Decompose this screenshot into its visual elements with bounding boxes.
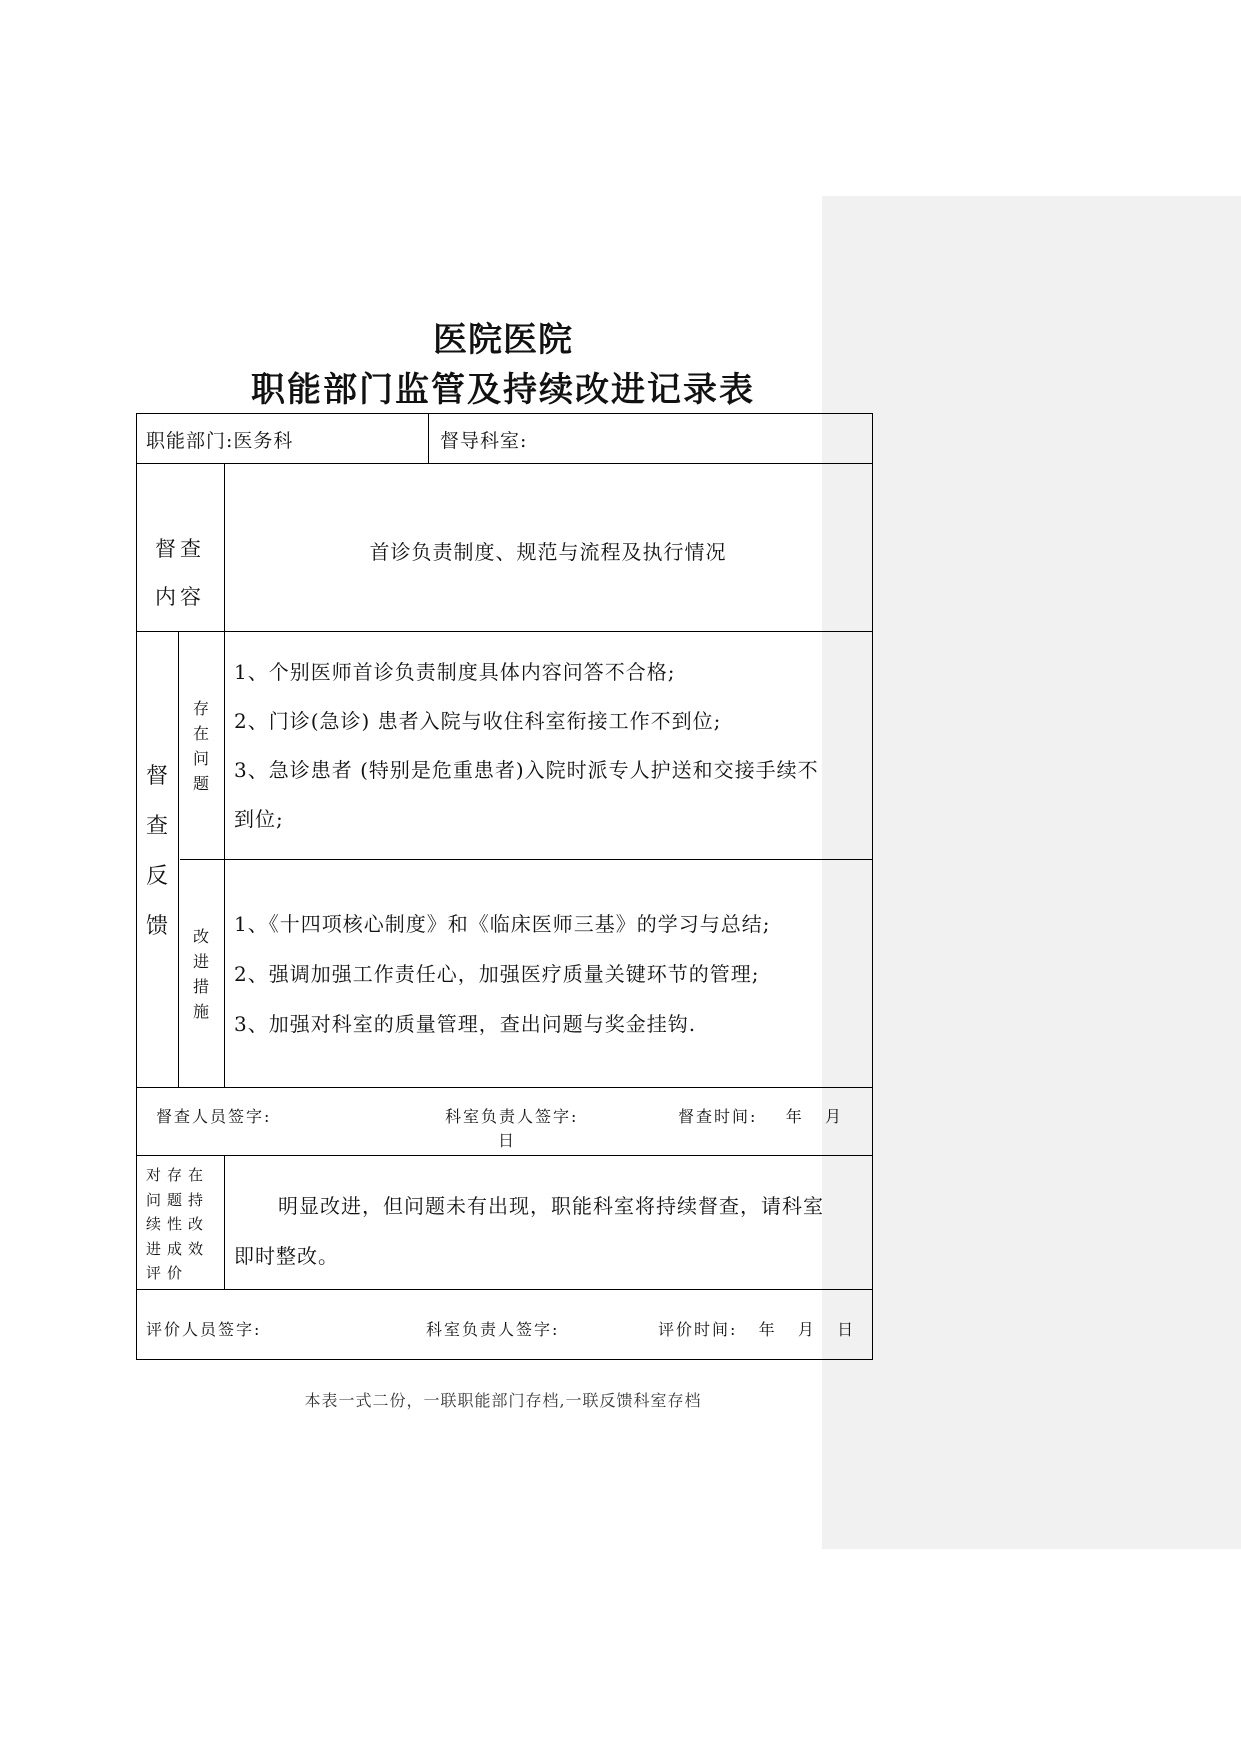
row-divider (136, 1155, 873, 1156)
row-divider (136, 463, 873, 464)
measure-item: 3、加强对科室的质量管理，查出问题与奖金挂钩. (234, 1012, 697, 1036)
evaluation-label: 对存在 问题持 续性改 进成效 评价 (146, 1166, 210, 1282)
inspector-signature-label: 督查人员签字: (156, 1107, 272, 1126)
evaluation-date-label: 评价时间: 年 月 日 (658, 1320, 856, 1339)
problem-item: 2、门诊(急诊) 患者入院与收住科室衔接工作不到位; (234, 709, 722, 733)
measures-label: 改 进 措 施 (192, 927, 209, 1021)
hospital-title: 医院医院 (433, 320, 573, 360)
table-border-bottom (136, 1359, 873, 1360)
inspection-content-label: 督查 内容 (155, 537, 205, 609)
dept-head-signature-label: 科室负责人签字: (445, 1107, 579, 1126)
problem-item: 到位; (234, 807, 284, 831)
form-title: 职能部门监管及持续改进记录表 (251, 370, 755, 410)
evaluator-signature-label: 评价人员签字: (146, 1320, 262, 1339)
measure-item: 2、强调加强工作责任心，加强医疗质量关键环节的管理; (234, 962, 760, 986)
inspection-date-label: 督查时间: 年 月 (678, 1107, 843, 1126)
comment-pane (822, 196, 1241, 1549)
row-divider (136, 1087, 873, 1088)
inspection-feedback-label: 督 查 反 馈 (145, 764, 168, 939)
supervised-dept-label: 督导科室: (440, 430, 528, 452)
table-border-right (872, 413, 873, 1360)
col-divider (428, 413, 429, 463)
problems-label: 存 在 问 题 (192, 699, 209, 793)
row-divider (180, 859, 873, 860)
inspection-date-day: 日 (498, 1131, 515, 1150)
eval-dept-head-signature-label: 科室负责人签字: (426, 1320, 560, 1339)
row-divider (136, 631, 873, 632)
dept-label: 职能部门:医务科 (146, 430, 294, 452)
evaluation-text: 即时整改。 (234, 1244, 339, 1268)
col-divider (224, 1155, 225, 1289)
measure-item: 1、《十四项核心制度》和《临床医师三基》的学习与总结; (234, 912, 771, 936)
row-divider (136, 1289, 873, 1290)
problem-item: 3、急诊患者 (特别是危重患者)入院时派专人护送和交接手续不 (234, 758, 819, 782)
evaluation-text: 明显改进，但问题未有出现，职能科室将持续督查，请科室 (278, 1194, 824, 1218)
inspection-content-text: 首诊负责制度、规范与流程及执行情况 (369, 540, 727, 564)
problem-item: 1、个别医师首诊负责制度具体内容问答不合格; (234, 660, 676, 684)
footnote: 本表一式二份，一联职能部门存档,一联反馈科室存档 (304, 1391, 702, 1410)
table-border-top (136, 413, 873, 414)
